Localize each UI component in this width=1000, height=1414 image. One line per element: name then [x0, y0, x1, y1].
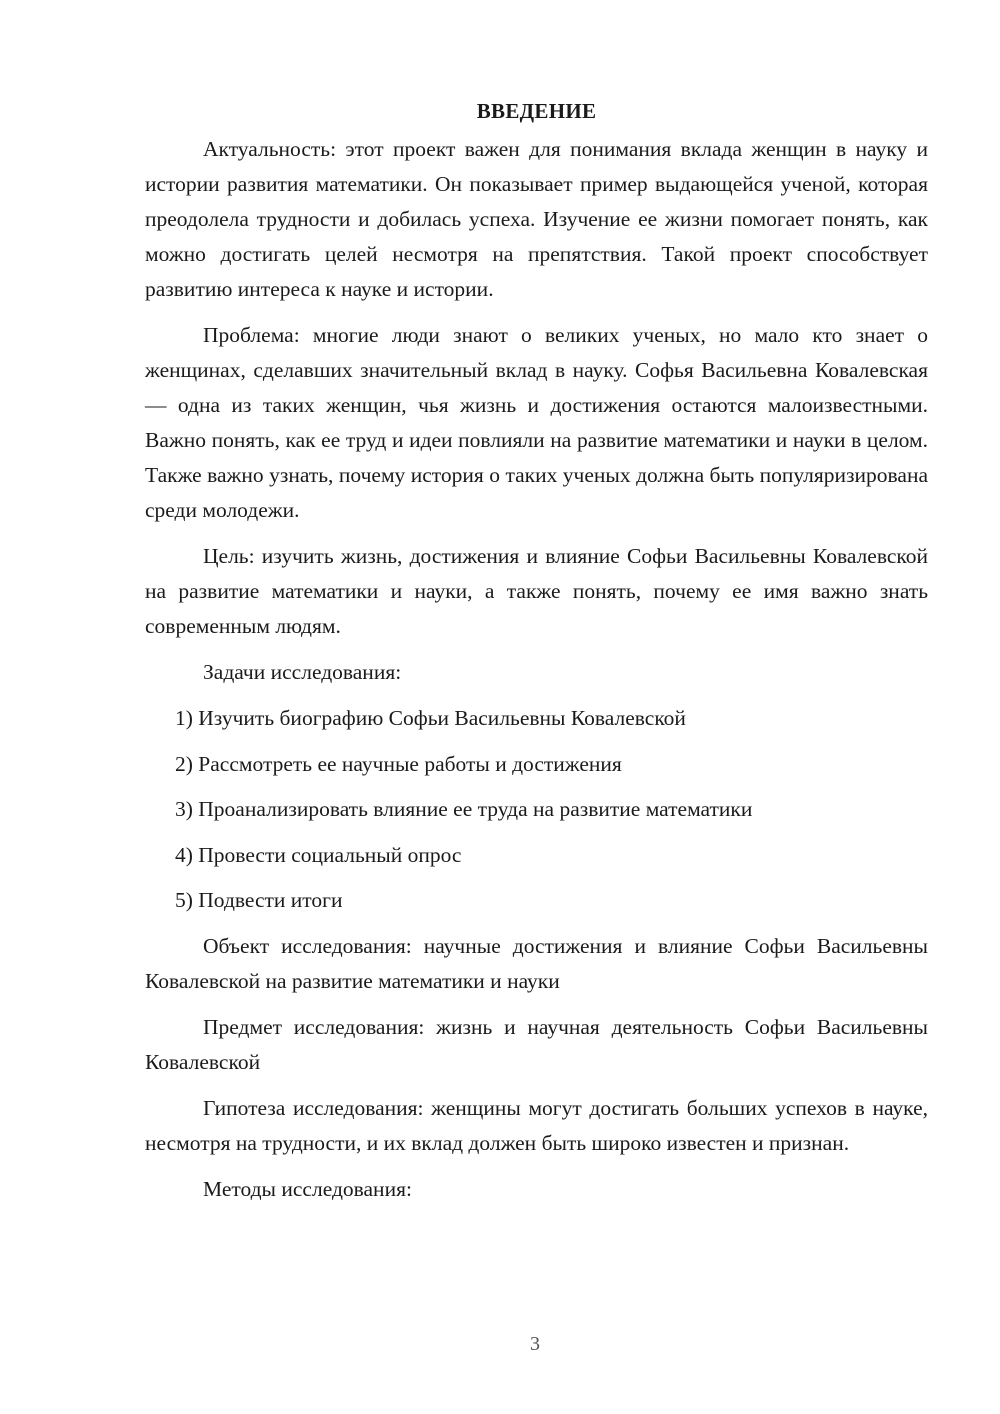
tasks-list [145, 701, 928, 918]
page-number: 3 [530, 1333, 540, 1355]
task-item-4: 4) Провести социальный опрос [175, 842, 462, 867]
section-title: ВВЕДЕНИЕ [476, 99, 597, 123]
task-item-2: 2) Рассмотреть ее научные работы и достижения [175, 751, 622, 776]
tasks-heading: Задачи исследования: [203, 660, 402, 684]
goal-paragraph: Цель: изучить жизнь, достижения и влияние Софьи Васильевны Ковалевской на развитие математики и науки, а также понять, почему ее имя важно знать современным людям. [145, 544, 928, 638]
subject-paragraph: Предмет исследования: жизнь и научная деятельность Софьи Васильевны Ковалевской [145, 1014, 928, 1074]
document-page [145, 96, 928, 1218]
task-item-5: 5) Подвести итоги [175, 888, 343, 912]
object-paragraph: Объект исследования: научные достижения и влияние Софьи Васильевны Ковалевской на развитие математики и науки [145, 933, 928, 993]
methods-heading: Методы исследования: [203, 1176, 412, 1201]
hypothesis-paragraph: Гипотеза исследования: женщины могут достигать больших успехов в науке, несмотря на трудности, и их вклад должен быть широко известен и признан. [145, 1095, 928, 1155]
relevance-paragraph: Актуальность: этот проект важен для понимания вклада женщин в науку и истории развития математики. Он показывает пример выдающейся ученой, которая преодолела трудности и добилась успеха. Изучение ее жизни помогает понять, как можно достигать целей несмотря на препятствия. Такой проект способствует развитию интереса к науке и истории. [145, 137, 928, 301]
problem-paragraph: Проблема: многие люди знают о великих ученых, но мало кто знает о женщинах, сделавших значительный вклад в науку. Софья Васильевна Ковалевская — одна из таких женщин, чья жизнь и достижения остаются малоизвестными. Важно понять, как ее труд и идеи повлияли на развитие математики и науки в целом. Также важно узнать, почему история о таких ученых должна быть популяризирована среди молодежи. [145, 323, 928, 522]
task-item-1: 1) Изучить биографию Софьи Васильевны Ковалевской [175, 706, 686, 730]
task-item-3: 3) Проанализировать влияние ее труда на развитие математики [175, 797, 753, 821]
